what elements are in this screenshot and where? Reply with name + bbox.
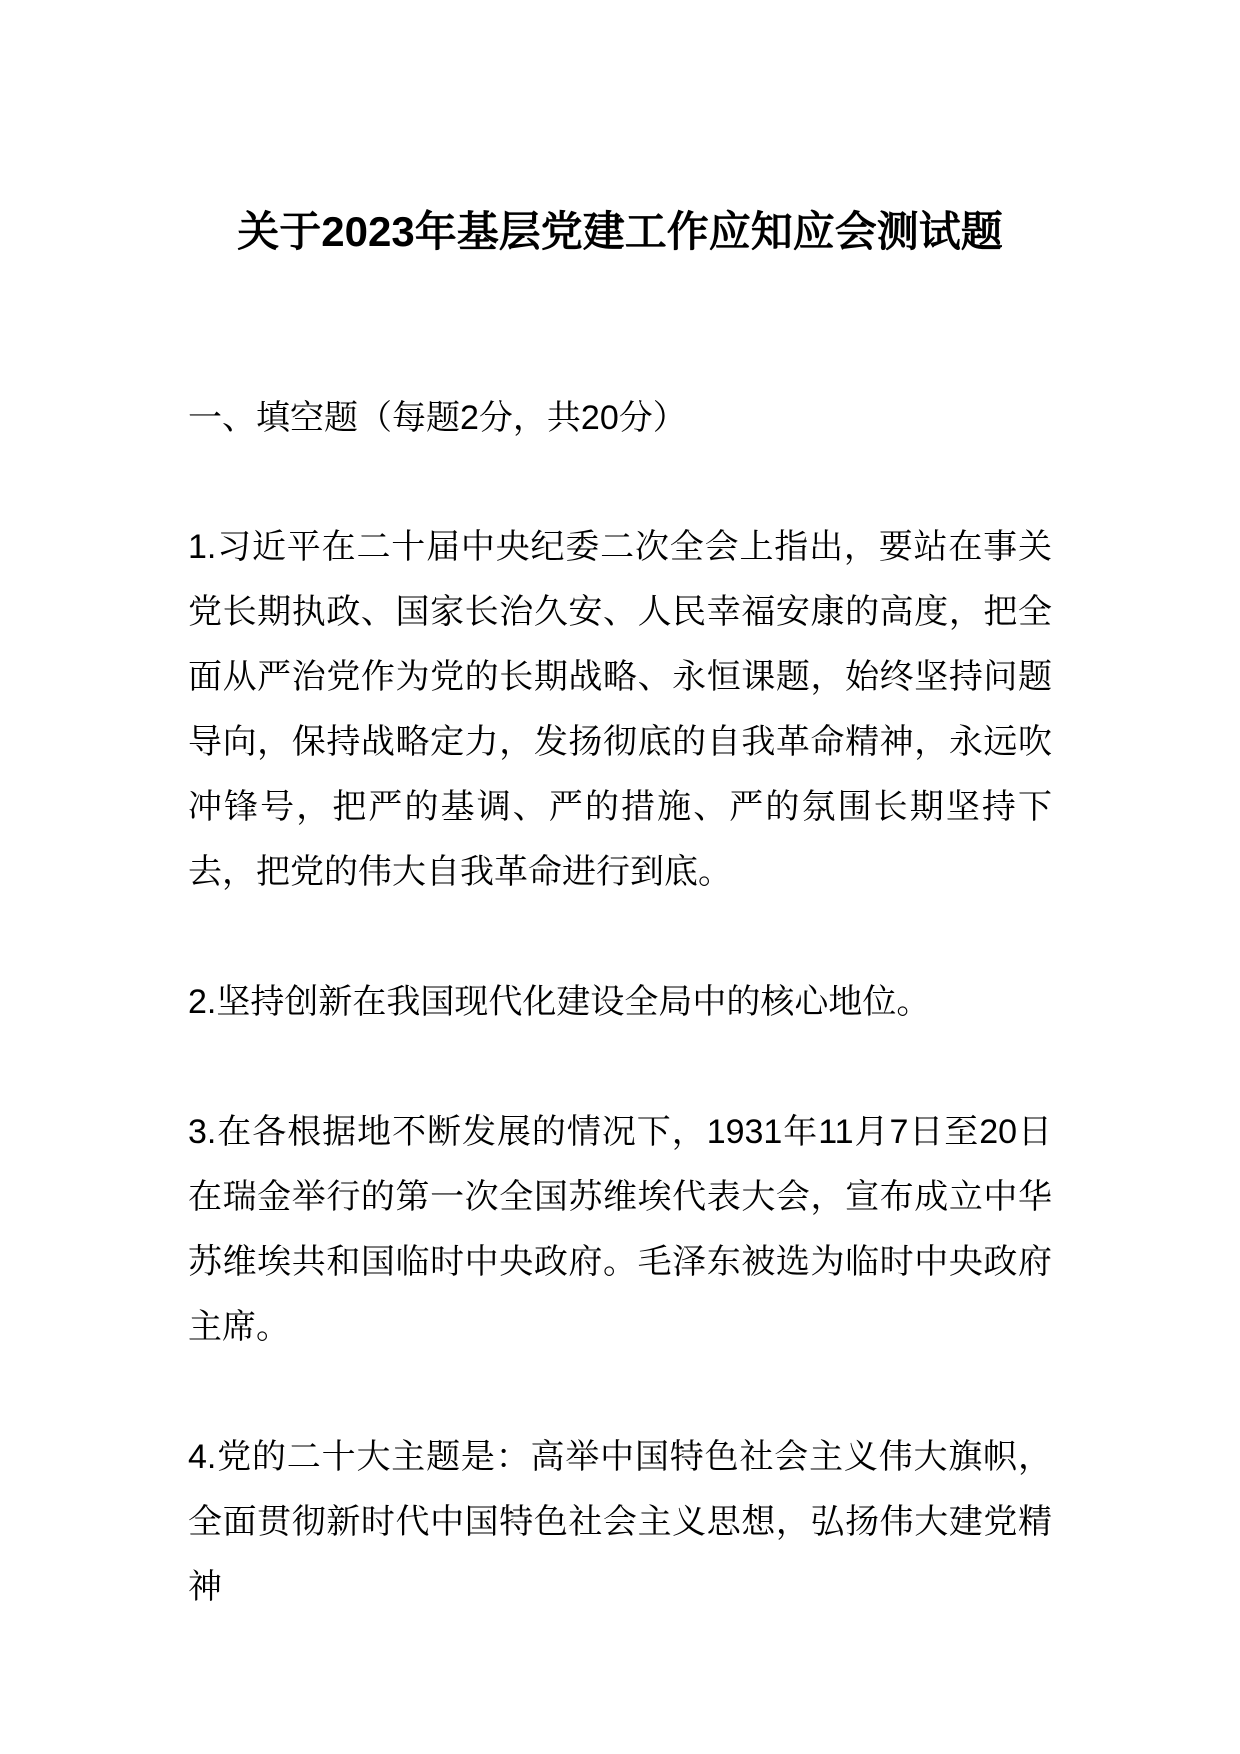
question-4: 4.党的二十大主题是：高举中国特色社会主义伟大旗帜，全面贯彻新时代中国特色社会主义思想，弘扬伟大建党精神 <box>188 1438 1052 1606</box>
question-1: 1.习近平在二十届中央纪委二次全会上指出，要站在事关党长期执政、国家长治久安、人民幸福安康的高度，把全面从严治党作为党的长期战略、永恒课题，始终坚持问题导向，保持战略定力，发扬彻底的自我革命精神，永远吹冲锋号，把严的基调、严的措施、严的氛围长期坚持下去，把党的伟大自我革命进行到底。 <box>188 528 1052 891</box>
section-heading-fill-in-blank: 一、填空题（每题2分，共20分） <box>188 399 687 437</box>
document-title: 关于2023年基层党建工作应知应会测试题 <box>237 208 1003 255</box>
question-3: 3.在各根据地不断发展的情况下，1931年11月7日至20日在瑞金举行的第一次全国苏维埃代表大会，宣布成立中华苏维埃共和国临时中央政府。毛泽东被选为临时中央政府主席。 <box>188 1113 1052 1346</box>
question-2: 2.坚持创新在我国现代化建设全局中的核心地位。 <box>188 983 931 1021</box>
